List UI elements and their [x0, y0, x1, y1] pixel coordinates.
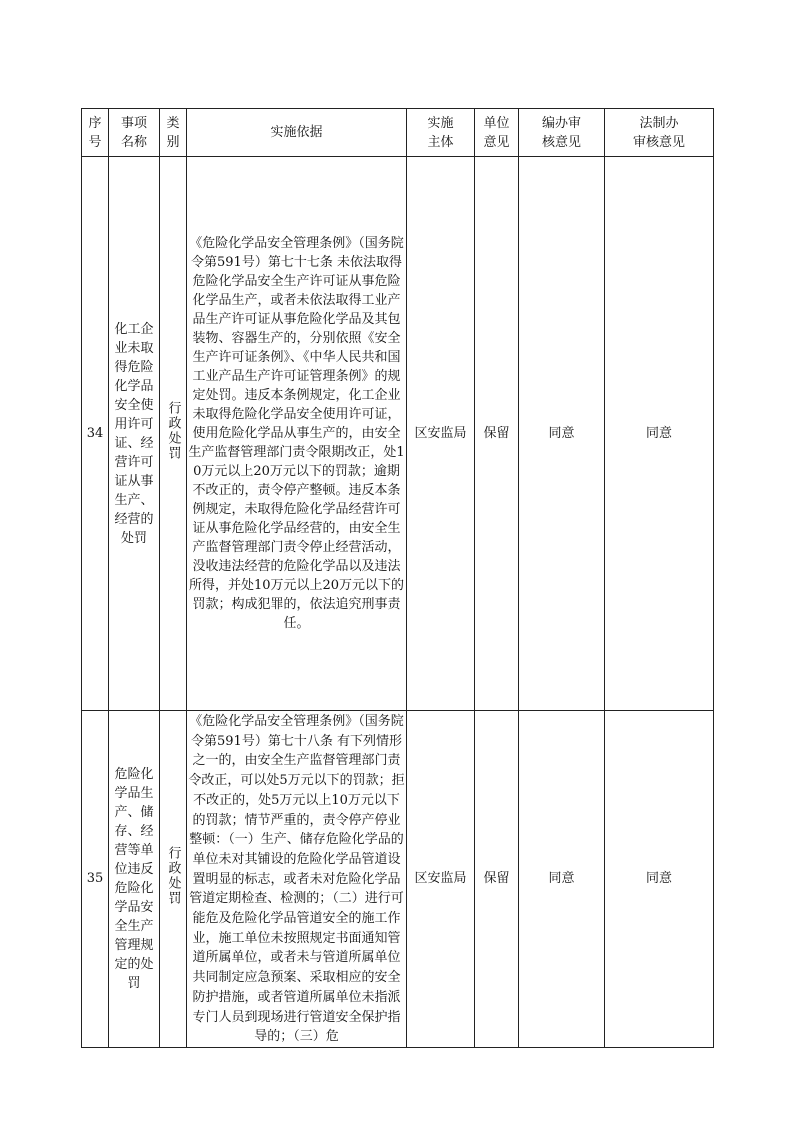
row-category: 行政处罚: [165, 845, 181, 906]
row-no: 35: [82, 711, 109, 1048]
row-legal-opinion: 同意: [605, 711, 714, 1048]
row-category-cell: [160, 157, 187, 711]
table-row: [82, 157, 714, 711]
row-no: 34: [82, 157, 109, 711]
header-office-opinion: 编办审 核意见: [519, 109, 605, 157]
header-name: 事项 名称: [109, 109, 160, 157]
header-no: 序 号: [82, 109, 109, 157]
approval-table: [81, 108, 714, 1048]
row-office-opinion: 同意: [519, 157, 605, 711]
row-item-name: 危险化学品生产、储存、经营等单位违反危险化学品安全生产管理规定的处罚: [109, 711, 160, 1048]
header-row: [82, 109, 714, 157]
row-item-name: 化工企业未取得危险化学品安全使用许可证、经营许可证从事生产、经营的处罚: [109, 157, 160, 711]
header-unit-opinion: 单位 意见: [475, 109, 519, 157]
row-subject: 区安监局: [407, 711, 475, 1048]
row-basis: 《危险化学品安全管理条例》（国务院令第591号）第七十七条 未依法取得危险化学品安全生产许可证从事危险化学品生产，或者未依法取得工业产品生产许可证从事危险化学品及其包装物、容器生产的，分别依照《安全生产许可证条例》、《中华人民共和国工业产品生产许可证管理条例》的规定处罚。违反本条例规定，化工企业未取得危险化学品安全使用许可证，使用危险化学品从事生产的，由安全生产监督管理部门责令限期改正，处10万元以上20万元以下的罚款；逾期不改正的，责令停产整顿。违反本条例规定，未取得危险化学品经营许可证从事危险化学品经营的，由安全生产监督管理部门责令停止经营活动，没收违法经营的危险化学品以及违法所得，并处10万元以上20万元以下的罚款；构成犯罪的，依法追究刑事责任。: [187, 157, 407, 711]
row-unit-opinion: 保留: [475, 711, 519, 1048]
row-category: 行政处罚: [165, 400, 181, 461]
row-legal-opinion: 同意: [605, 157, 714, 711]
header-basis: 实施依据: [187, 109, 407, 157]
header-subject: 实施 主体: [407, 109, 475, 157]
table-row: [82, 711, 714, 1048]
row-unit-opinion: 保留: [475, 157, 519, 711]
header-category: 类 别: [160, 109, 187, 157]
header-legal-opinion: 法制办 审核意见: [605, 109, 714, 157]
row-subject: 区安监局: [407, 157, 475, 711]
row-category-cell: [160, 711, 187, 1048]
row-office-opinion: 同意: [519, 711, 605, 1048]
row-basis: 《危险化学品安全管理条例》（国务院令第591号）第七十八条 有下列情形之一的，由安全生产监督管理部门责令改正，可以处5万元以下的罚款；拒不改正的，处5万元以上10万元以下的罚款；情节严重的，责令停产停业整顿：（一）生产、储存危险化学品的单位未对其铺设的危险化学品管道设置明显的标志，或者未对危险化学品管道定期检查、检测的；（二）进行可能危及危险化学品管道安全的施工作业，施工单位未按照规定书面通知管道所属单位，或者未与管道所属单位共同制定应急预案、采取相应的安全防护措施，或者管道所属单位未指派专门人员到现场进行管道安全保护指导的；（三）危: [187, 711, 407, 1048]
